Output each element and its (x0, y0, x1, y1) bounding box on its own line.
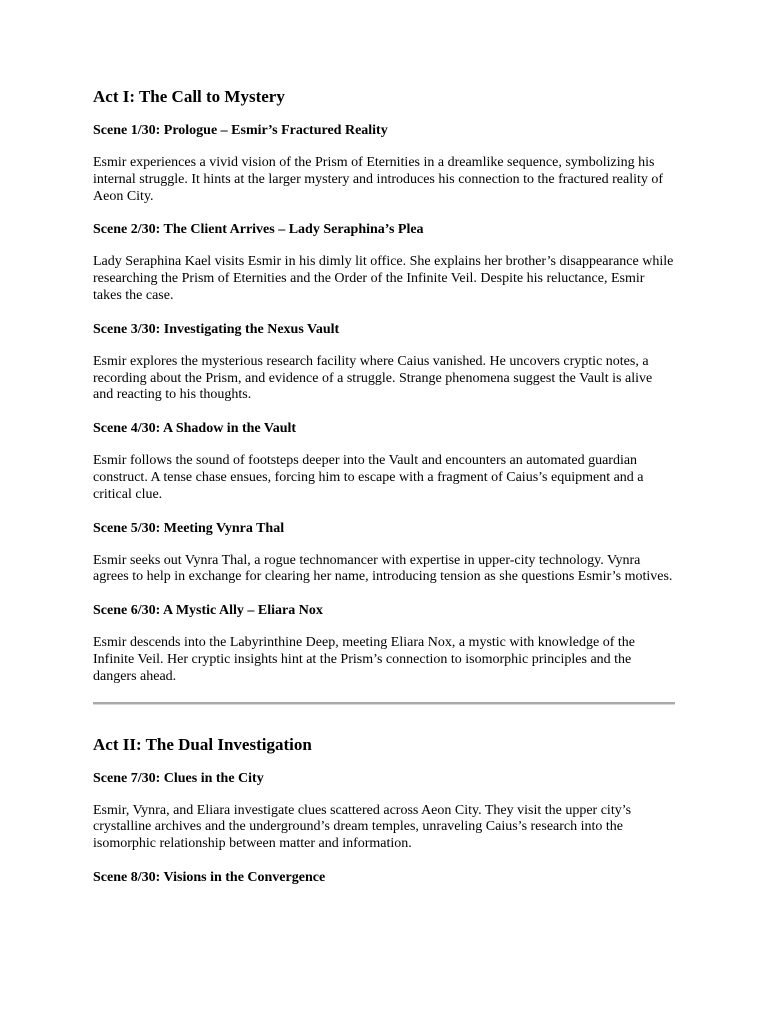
scene-2 (93, 221, 675, 304)
scene-5 (93, 520, 675, 587)
scene-title: Scene 8/30: Visions in the Convergence (93, 869, 326, 885)
scene-body: Esmir follows the sound of footsteps deeper into the Vault and encounters an automated guardian construct. A tense chase ensues, forcing him to escape with a fragment of Caius’s equipment and a critical clue. (93, 453, 644, 502)
scene-body: Esmir descends into the Labyrinthine Deep, meeting Eliara Nox, a mystic with knowledge of the Infinite Veil. Her cryptic insights hint at the Prism’s connection to isomorphic principles and the dangers ahead. (93, 635, 635, 684)
scene-7 (93, 770, 675, 853)
scene-title: Scene 4/30: A Shadow in the Vault (93, 421, 297, 437)
document-page (93, 86, 675, 887)
scene-title: Scene 3/30: Investigating the Nexus Vault (93, 321, 340, 337)
scene-body: Esmir seeks out Vynra Thal, a rogue technomancer with expertise in upper-city technology. Vynra agrees to help in exchange for clearing her name, introducing tension as she questions Esmir’s motives. (93, 552, 673, 585)
scene-body: Esmir explores the mysterious research facility where Caius vanished. He uncovers cryptic notes, a recording about the Prism, and evidence of a struggle. Strange phenomena suggest the Vault is alive and reacting to his thoughts. (93, 353, 653, 403)
scene-1 (93, 122, 675, 205)
scene-title: Scene 6/30: A Mystic Ally – Eliara Nox (93, 603, 323, 619)
scene-title: Scene 2/30: The Client Arrives – Lady Seraphina’s Plea (93, 222, 424, 238)
scene-6 (93, 602, 675, 685)
scene-3 (93, 321, 675, 404)
scene-4 (93, 420, 675, 503)
scene-8 (93, 869, 675, 887)
scene-body: Lady Seraphina Kael visits Esmir in his dimly lit office. She explains her brother’s disappearance while researching the Prism of Eternities and the Order of the Infinite Veil. Despite his reluctance, Esmir takes the case. (93, 254, 674, 303)
scene-body: Esmir, Vynra, and Eliara investigate clues scattered across Aeon City. They visit the upper city’s crystalline archives and the underground’s dream temples, unraveling Caius’s research into the isomorphic relationship between matter and information. (93, 802, 632, 852)
scene-title: Scene 1/30: Prologue – Esmir’s Fractured Reality (93, 123, 388, 138)
act-title: Act II: The Dual Investigation (93, 734, 312, 754)
act-title: Act I: The Call to Mystery (93, 87, 285, 106)
scene-title: Scene 7/30: Clues in the City (93, 770, 264, 786)
scene-body: Esmir experiences a vivid vision of the Prism of Eternities in a dreamlike sequence, symbolizing his internal struggle. It hints at the larger mystery and introduces his connection to the fractured reality of Aeon City. (93, 155, 664, 204)
scene-title: Scene 5/30: Meeting Vynra Thal (93, 520, 285, 536)
section-divider (93, 702, 675, 705)
